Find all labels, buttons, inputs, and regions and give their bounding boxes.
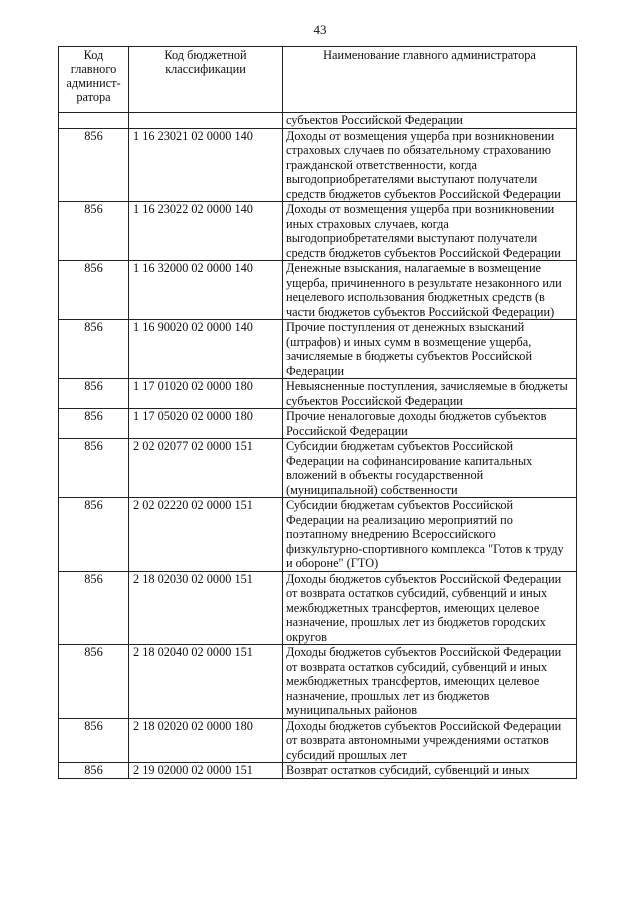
- admin-code-cell: 856: [59, 718, 129, 763]
- table-row: [59, 379, 577, 409]
- admin-name-cell: Прочие поступления от денежных взысканий (штрафов) и иных сумм в возмещение ущерба, зачисляемые в бюджеты субъектов Российской Федерации: [283, 320, 577, 379]
- page-number: 43: [313, 22, 327, 37]
- header-admin-name: Наименование главного администратора: [283, 47, 577, 113]
- admin-name-cell: Доходы бюджетов субъектов Российской Федерации от возврата остатков субсидий, субвенций и иных межбюджетных трансфертов, имеющих целевое назначение, прошлых лет из бюджетов муниципальных районов: [283, 645, 577, 719]
- table-row: [59, 320, 577, 379]
- budget-code-cell: 2 18 02040 02 0000 151: [129, 645, 283, 719]
- admin-name-cell: Субсидии бюджетам субъектов Российской Федерации на софинансирование капитальных вложений в объекты государственной (муниципальной) собственности: [283, 439, 577, 498]
- budget-code-cell: 2 02 02220 02 0000 151: [129, 498, 283, 572]
- budget-code-cell: 1 16 90020 02 0000 140: [129, 320, 283, 379]
- budget-code-cell: 1 17 05020 02 0000 180: [129, 409, 283, 439]
- admin-code-cell: 856: [59, 379, 129, 409]
- admin-name-cell: Доходы бюджетов субъектов Российской Федерации от возврата автономными учреждениями остатков субсидий прошлых лет: [283, 718, 577, 763]
- admin-code-cell: 856: [59, 128, 129, 202]
- admin-name-cell: Возврат остатков субсидий, субвенций и иных: [283, 763, 577, 779]
- continuation-row: [59, 113, 577, 129]
- admin-name-cell: Доходы от возмещения ущерба при возникновении иных страховых случаев, когда выгодоприобретателями выступают получатели средств бюджетов субъектов Российской Федерации: [283, 202, 577, 261]
- table-row: [59, 409, 577, 439]
- budget-code-cell: 2 18 02020 02 0000 180: [129, 718, 283, 763]
- table-row: [59, 202, 577, 261]
- budget-code-cell: 1 16 23022 02 0000 140: [129, 202, 283, 261]
- budget-code-cell: 2 18 02030 02 0000 151: [129, 571, 283, 645]
- table-row: [59, 261, 577, 320]
- header-budget-code: Код бюджетной классификации: [129, 47, 283, 113]
- budget-code-cell: 1 16 32000 02 0000 140: [129, 261, 283, 320]
- admin-code-cell: 856: [59, 498, 129, 572]
- admin-code-cell: 856: [59, 409, 129, 439]
- admin-name-cell: Доходы бюджетов субъектов Российской Федерации от возврата остатков субсидий, субвенций и иных межбюджетных трансфертов, имеющих целевое назначение, прошлых лет из бюджетов городских округов: [283, 571, 577, 645]
- table-row: [59, 718, 577, 763]
- admin-code-cell: 856: [59, 645, 129, 719]
- table-header-row: [59, 47, 577, 113]
- budget-code-cell: 2 02 02077 02 0000 151: [129, 439, 283, 498]
- admin-name-cell: Денежные взыскания, налагаемые в возмещение ущерба, причиненного в результате незаконного или нецелевого использования бюджетных средств (в части бюджетов субъектов Российской Федерации): [283, 261, 577, 320]
- admin-code-cell: 856: [59, 439, 129, 498]
- admin-code-cell: 856: [59, 763, 129, 779]
- table-row: [59, 571, 577, 645]
- budget-code-cell: 2 19 02000 02 0000 151: [129, 763, 283, 779]
- admin-code-cell: 856: [59, 202, 129, 261]
- continuation-name-cell: субъектов Российской Федерации: [283, 113, 577, 129]
- table-row: [59, 763, 577, 779]
- admin-code-cell: 856: [59, 261, 129, 320]
- budget-code-cell: 1 17 01020 02 0000 180: [129, 379, 283, 409]
- header-admin-code: Код главного админист-ратора: [59, 47, 129, 113]
- admin-name-cell: Доходы от возмещения ущерба при возникновении страховых случаев по обязательному страхованию гражданской ответственности, когда выгодоприобретателями выступают получатели средств бюджетов субъектов Российской Федерации: [283, 128, 577, 202]
- admin-name-cell: Субсидии бюджетам субъектов Российской Федерации на реализацию мероприятий по поэтапному внедрению Всероссийского физкультурно-спортивного комплекса "Готов к труду и обороне" (ГТО): [283, 498, 577, 572]
- continuation-code-cell: [129, 113, 283, 129]
- admin-code-cell: 856: [59, 320, 129, 379]
- budget-code-cell: 1 16 23021 02 0000 140: [129, 128, 283, 202]
- admin-name-cell: Прочие неналоговые доходы бюджетов субъектов Российской Федерации: [283, 409, 577, 439]
- admin-name-cell: Невыясненные поступления, зачисляемые в бюджеты субъектов Российской Федерации: [283, 379, 577, 409]
- table-row: [59, 439, 577, 498]
- table-row: [59, 498, 577, 572]
- table-row: [59, 645, 577, 719]
- continuation-admin-cell: [59, 113, 129, 129]
- admin-code-cell: 856: [59, 571, 129, 645]
- budget-classification-table: [58, 46, 577, 779]
- table-row: [59, 128, 577, 202]
